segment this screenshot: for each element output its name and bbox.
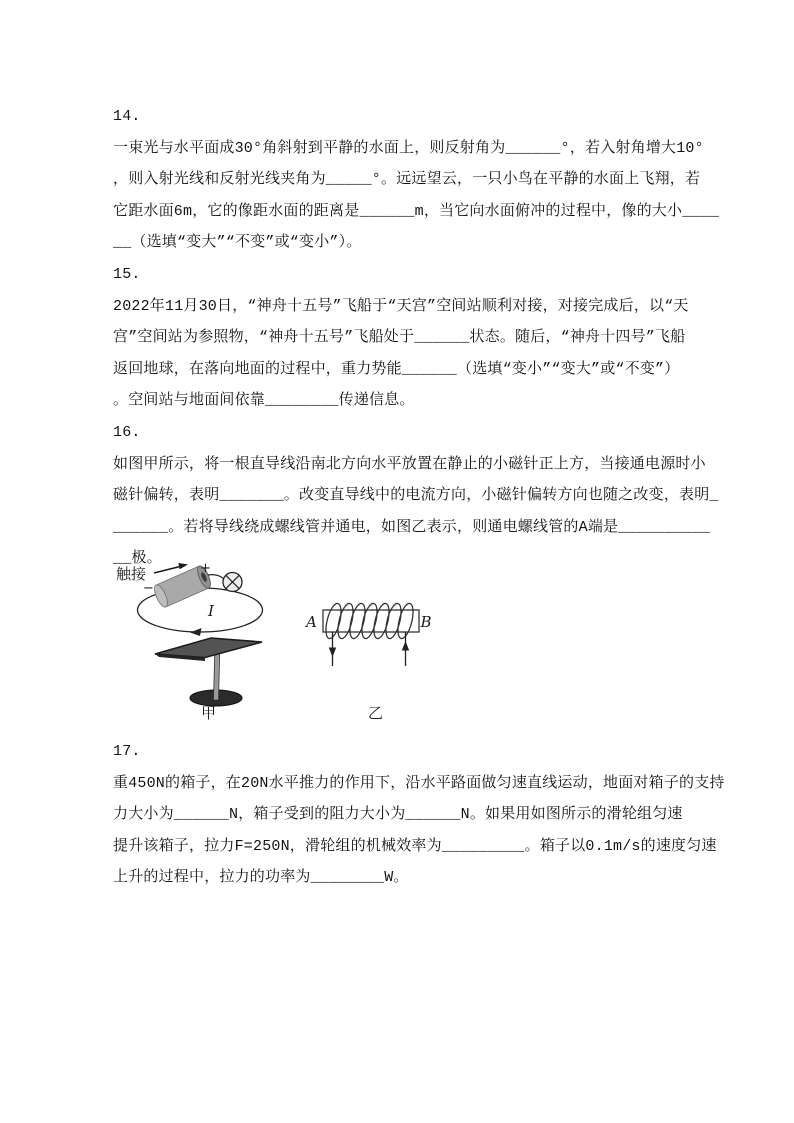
current-direction-arrow (190, 628, 202, 636)
question-14-line-2: ，则入射光线和反射光线夹角为_____°。远远望云，一只小鸟在平静的水面上飞翔，若 (113, 171, 701, 189)
question-17-line-2: 力大小为______N，箱子受到的阻力大小为______N。如果用如图所示的滑轮组匀速 (113, 806, 683, 824)
question-14-number: 14. (113, 108, 141, 125)
question-14 (113, 101, 720, 259)
question-17-line-1: 重450N的箱子，在20N水平推力的作用下，沿水平路面做匀速直线运动，地面对箱子的支持 (113, 774, 725, 792)
touch-label: 触接 (116, 567, 147, 584)
question-15-line-2: 宫”空间站为参照物，“神舟十五号”飞船处于______状态。随后，“神舟十四号”飞船 (113, 329, 686, 347)
battery-lamp-wire (208, 575, 224, 579)
lamp-icon (223, 573, 242, 592)
question-17-line-4: 上升的过程中，拉力的功率为________W。 (113, 869, 409, 887)
battery-plus-sign: + (200, 561, 211, 576)
compass-needle-plate (155, 638, 262, 658)
battery-minus-sign: − (143, 581, 154, 596)
question-15 (113, 259, 699, 417)
question-16-figure (113, 558, 683, 725)
figure-jia-caption: 甲 (201, 706, 217, 723)
question-16-line-4: __极。 (113, 550, 162, 568)
question-15-line-3: 返回地球，在落向地面的过程中，重力势能______（选填“变小”“变大”或“不变”） (113, 360, 680, 378)
solenoid-terminal-a: A (306, 613, 317, 631)
question-15-number: 15. (113, 266, 141, 283)
question-16-number: 16. (113, 424, 141, 441)
left-lead-arrow-down (329, 648, 336, 658)
question-17 (113, 736, 725, 894)
touch-arrow-line (154, 566, 182, 573)
question-16 (113, 417, 719, 575)
figure-svg (113, 558, 683, 725)
touch-arrow-head (178, 563, 188, 569)
question-14-line-4: __（选填“变大”“不变”或“变小”）。 (113, 234, 362, 252)
question-14-line-1: 一束光与水平面成30°角斜射到平静的水面上，则反射角为______°，若入射角增大10° (113, 139, 704, 157)
question-17-line-3: 提升该箱子，拉力F=250N，滑轮组的机械效率为_________。箱子以0.1m/s的速度匀速 (113, 837, 717, 855)
figure-yi-caption: 乙 (368, 706, 384, 723)
question-16-line-1: 如图甲所示，将一根直导线沿南北方向水平放置在静止的小磁针正上方，当接通电源时小 (113, 455, 706, 473)
current-label: I (208, 602, 214, 620)
question-15-line-1: 2022年11月30日，“神舟十五号”飞船于“天宫”空间站顺利对接，对接完成后，以“天 (113, 297, 689, 315)
question-16-line-2: 磁针偏转，表明_______。改变直导线中的电流方向，小磁针偏转方向也随之改变，表明_ (113, 487, 719, 505)
question-14-line-3: 它距水面6m，它的像距水面的距离是______m，当它向水面俯冲的过程中，像的大小____ (113, 202, 720, 220)
question-15-line-4: 。空间站与地面间依靠________传递信息。 (113, 392, 415, 410)
question-17-number: 17. (113, 743, 141, 760)
question-16-line-3: ______。若将导线绕成螺线管并通电，如图乙表示，则通电螺线管的A端是__________ (113, 518, 711, 536)
right-lead-arrow-up (402, 641, 409, 651)
solenoid-terminal-b: B (420, 613, 432, 631)
